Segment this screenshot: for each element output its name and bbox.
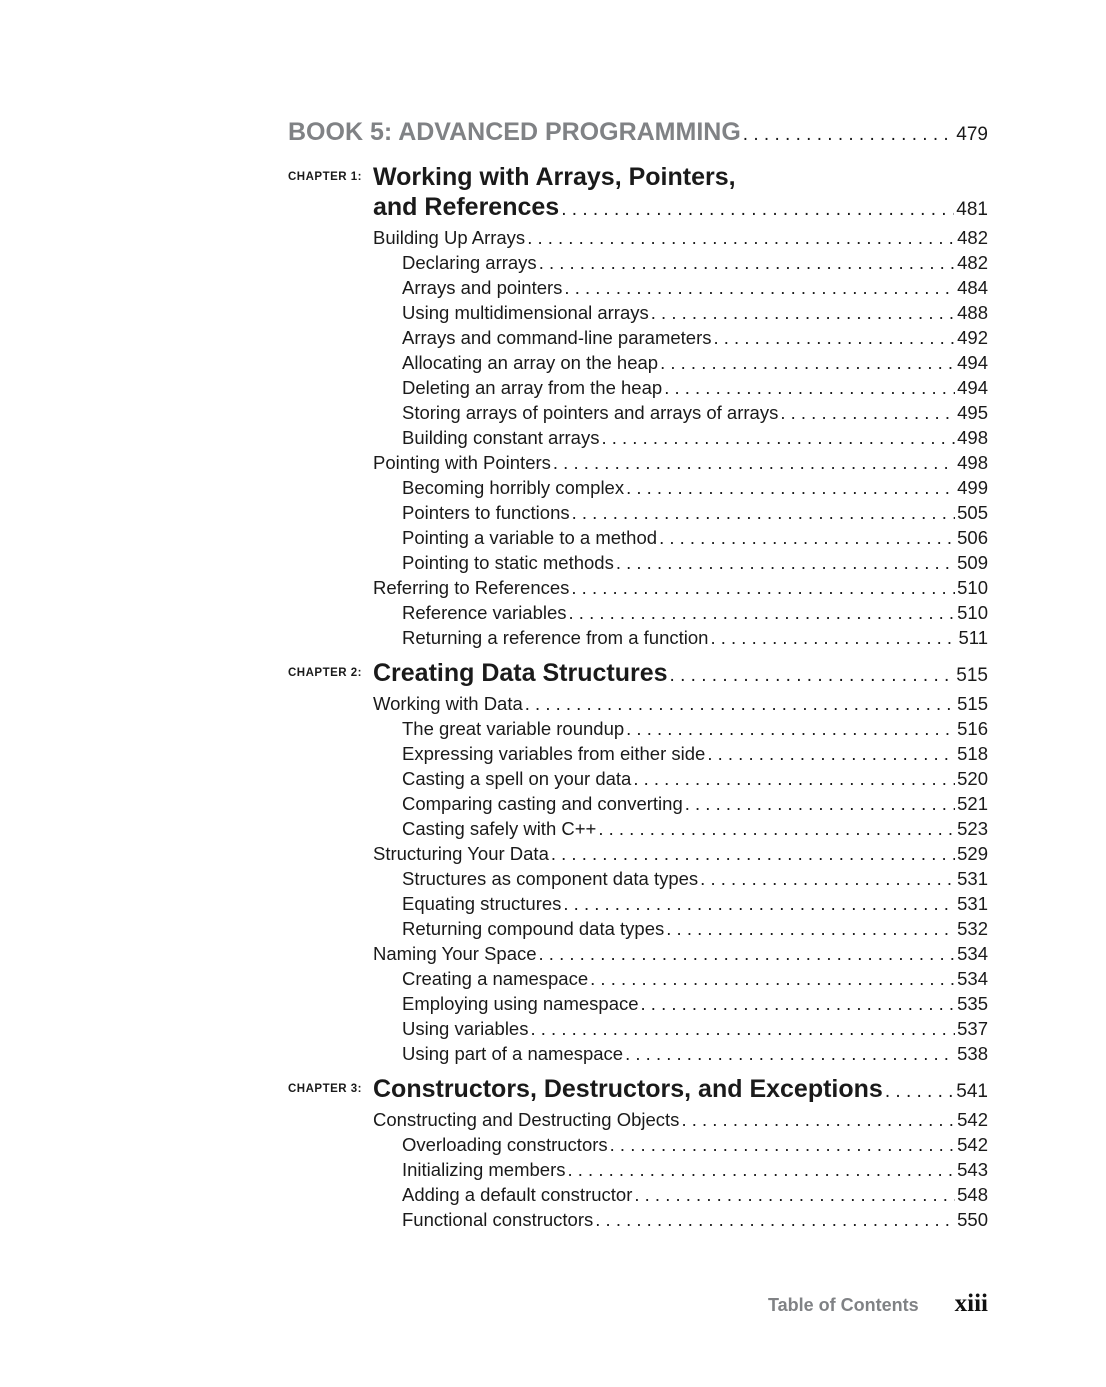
entry-page: 516 bbox=[957, 718, 988, 739]
dot-leader bbox=[564, 275, 955, 300]
entry-title: Structuring Your Data bbox=[373, 843, 549, 864]
entry-title: Building constant arrays bbox=[402, 427, 600, 448]
entry-page: 523 bbox=[957, 818, 988, 839]
toc-subsection-entry[interactable] bbox=[373, 791, 988, 816]
entry-page: 482 bbox=[957, 252, 988, 273]
chapter-title-line2: and References bbox=[373, 193, 560, 221]
dot-leader bbox=[885, 1077, 954, 1107]
running-footer-label: Table of Contents bbox=[767, 1295, 919, 1315]
entry-page: 534 bbox=[957, 968, 988, 989]
toc-subsection-entry[interactable] bbox=[373, 1016, 988, 1041]
entry-page: 482 bbox=[957, 227, 988, 248]
entry-page: 509 bbox=[957, 552, 988, 573]
entry-page: 537 bbox=[957, 1018, 988, 1039]
dot-leader bbox=[626, 475, 955, 500]
entry-title: Employing using namespace bbox=[402, 993, 639, 1014]
toc-subsection-entry[interactable] bbox=[373, 275, 988, 300]
chapter-page: 515 bbox=[956, 665, 988, 686]
dot-leader bbox=[530, 1016, 955, 1041]
entry-title: Using multidimensional arrays bbox=[402, 302, 649, 323]
entry-title: Functional constructors bbox=[402, 1209, 594, 1230]
toc-subsection-entry[interactable] bbox=[373, 766, 988, 791]
entry-page: 498 bbox=[957, 427, 988, 448]
entry-title: Expressing variables from either side bbox=[402, 743, 706, 764]
dot-leader bbox=[539, 250, 955, 275]
toc-subsection-entry[interactable] bbox=[373, 916, 988, 941]
entry-title: Deleting an array from the heap bbox=[402, 377, 663, 398]
toc-subsection-entry[interactable] bbox=[373, 866, 988, 891]
toc-section-entry[interactable] bbox=[373, 575, 988, 600]
entry-title: Casting safely with C++ bbox=[402, 818, 597, 839]
dot-leader bbox=[700, 866, 955, 891]
entry-page: 548 bbox=[957, 1184, 988, 1205]
entry-page: 534 bbox=[957, 943, 988, 964]
entry-page: 529 bbox=[957, 843, 988, 864]
entry-title: Becoming horribly complex bbox=[402, 477, 625, 498]
dot-leader bbox=[527, 225, 955, 250]
entry-page: 506 bbox=[957, 527, 988, 548]
entry-page: 494 bbox=[957, 352, 988, 373]
chapter-entries bbox=[373, 225, 988, 650]
entry-page: 518 bbox=[957, 743, 988, 764]
entry-title: Structures as component data types bbox=[402, 868, 699, 889]
chapter-title-line1: Working with Arrays, Pointers, bbox=[373, 163, 736, 191]
dot-leader bbox=[595, 1207, 955, 1232]
dot-leader bbox=[551, 841, 955, 866]
entry-page: 484 bbox=[957, 277, 988, 298]
entry-page: 520 bbox=[957, 768, 988, 789]
entry-title: Arrays and command-line parameters bbox=[402, 327, 712, 348]
dot-leader bbox=[563, 891, 955, 916]
toc-subsection-entry[interactable] bbox=[373, 350, 988, 375]
dot-leader bbox=[616, 550, 955, 575]
entry-page: 543 bbox=[957, 1159, 988, 1180]
toc-subsection-entry[interactable] bbox=[373, 600, 988, 625]
dot-leader bbox=[743, 124, 955, 146]
entry-page: 505 bbox=[957, 502, 988, 523]
toc-section-entry[interactable] bbox=[373, 225, 988, 250]
dot-leader bbox=[567, 1157, 955, 1182]
toc-subsection-entry[interactable] bbox=[373, 1132, 988, 1157]
entry-title: Working with Data bbox=[373, 693, 523, 714]
entry-page: 521 bbox=[957, 793, 988, 814]
chapter-title-text: Constructors, Destructors, and Exceptions bbox=[373, 1075, 883, 1103]
toc-subsection-entry[interactable] bbox=[373, 625, 988, 650]
dot-leader bbox=[539, 941, 956, 966]
toc-subsection-entry[interactable] bbox=[373, 500, 988, 525]
entry-title: Declaring arrays bbox=[402, 252, 537, 273]
chapter-entries bbox=[373, 1107, 988, 1232]
entry-title: Naming Your Space bbox=[373, 943, 537, 964]
entry-page: 538 bbox=[957, 1043, 988, 1064]
toc-subsection-entry[interactable] bbox=[373, 550, 988, 575]
toc-subsection-entry[interactable] bbox=[373, 400, 988, 425]
entry-page: 495 bbox=[957, 402, 988, 423]
entry-page: 542 bbox=[957, 1134, 988, 1155]
chapter-label: CHAPTER 1: bbox=[288, 171, 363, 183]
toc-subsection-entry[interactable] bbox=[373, 991, 988, 1016]
toc-section-entry[interactable] bbox=[373, 691, 988, 716]
toc-subsection-entry[interactable] bbox=[373, 525, 988, 550]
dot-leader bbox=[664, 375, 955, 400]
dot-leader bbox=[651, 300, 955, 325]
toc-subsection-entry[interactable] bbox=[373, 1207, 988, 1232]
entry-page: 499 bbox=[957, 477, 988, 498]
entry-title: The great variable roundup bbox=[402, 718, 625, 739]
chapter-label: CHAPTER 3: bbox=[288, 1083, 363, 1095]
toc-subsection-entry[interactable] bbox=[373, 300, 988, 325]
chapter-entries bbox=[373, 691, 988, 1066]
dot-leader bbox=[670, 661, 955, 691]
entry-page: 492 bbox=[957, 327, 988, 348]
entry-page: 531 bbox=[957, 868, 988, 889]
entry-page: 535 bbox=[957, 993, 988, 1014]
dot-leader bbox=[525, 691, 955, 716]
entry-title: Arrays and pointers bbox=[402, 277, 563, 298]
entry-title: Creating a namespace bbox=[402, 968, 589, 989]
entry-title: Pointing to static methods bbox=[402, 552, 614, 573]
dot-leader bbox=[553, 450, 955, 475]
dot-leader bbox=[634, 1182, 955, 1207]
entry-page: 498 bbox=[957, 452, 988, 473]
dot-leader bbox=[571, 575, 955, 600]
chapter-page: 541 bbox=[956, 1081, 988, 1102]
entry-page: 494 bbox=[957, 377, 988, 398]
toc-subsection-entry[interactable] bbox=[373, 966, 988, 991]
dot-leader bbox=[590, 966, 955, 991]
book-title: BOOK 5: ADVANCED PROGRAMMING bbox=[288, 118, 741, 146]
dot-leader bbox=[707, 741, 955, 766]
entry-page: 550 bbox=[957, 1209, 988, 1230]
chapter-label: CHAPTER 2: bbox=[288, 667, 363, 679]
dot-leader bbox=[561, 195, 954, 225]
chapter-3 bbox=[288, 1074, 988, 1232]
dot-leader bbox=[780, 400, 955, 425]
chapter-title[interactable] bbox=[373, 162, 988, 225]
entry-title: Using variables bbox=[402, 1018, 529, 1039]
entry-title: Equating structures bbox=[402, 893, 562, 914]
toc-subsection-entry[interactable] bbox=[373, 716, 988, 741]
entry-title: Returning a reference from a function bbox=[402, 627, 709, 648]
entry-title: Overloading constructors bbox=[402, 1134, 608, 1155]
entry-page: 488 bbox=[957, 302, 988, 323]
entry-title: Storing arrays of pointers and arrays of arrays bbox=[402, 402, 779, 423]
entry-title: Allocating an array on the heap bbox=[402, 352, 659, 373]
entry-title: Adding a default constructor bbox=[402, 1184, 633, 1205]
dot-leader bbox=[714, 325, 956, 350]
chapter-page: 481 bbox=[956, 199, 988, 220]
toc-subsection-entry[interactable] bbox=[373, 1157, 988, 1182]
dot-leader bbox=[625, 1041, 955, 1066]
toc-section-entry[interactable] bbox=[373, 1107, 988, 1132]
toc-subsection-entry[interactable] bbox=[373, 1041, 988, 1066]
dot-leader bbox=[598, 816, 955, 841]
entry-title: Reference variables bbox=[402, 602, 567, 623]
dot-leader bbox=[633, 766, 955, 791]
entry-page: 532 bbox=[957, 918, 988, 939]
entry-page: 515 bbox=[957, 693, 988, 714]
entry-title: Pointers to functions bbox=[402, 502, 570, 523]
toc-subsection-entry[interactable] bbox=[373, 1182, 988, 1207]
chapter-2 bbox=[288, 658, 988, 1066]
book-page: 479 bbox=[956, 124, 988, 145]
entry-title: Pointing with Pointers bbox=[373, 452, 551, 473]
dot-leader bbox=[660, 350, 955, 375]
toc-subsection-entry[interactable] bbox=[373, 741, 988, 766]
dot-leader bbox=[572, 500, 956, 525]
entry-title: Using part of a namespace bbox=[402, 1043, 624, 1064]
entry-title: Initializing members bbox=[402, 1159, 566, 1180]
entry-title: Building Up Arrays bbox=[373, 227, 526, 248]
page-number: xiii bbox=[954, 1290, 988, 1317]
dot-leader bbox=[610, 1132, 955, 1157]
page-footer bbox=[600, 1290, 988, 1318]
dot-leader bbox=[685, 791, 955, 816]
entry-title: Constructing and Destructing Objects bbox=[373, 1109, 680, 1130]
toc-subsection-entry[interactable] bbox=[373, 891, 988, 916]
toc-section-entry[interactable] bbox=[373, 450, 988, 475]
book-heading[interactable] bbox=[288, 118, 988, 152]
chapter-title[interactable] bbox=[373, 658, 988, 691]
entry-page: 511 bbox=[958, 627, 988, 648]
dot-leader bbox=[569, 600, 956, 625]
entry-title: Returning compound data types bbox=[402, 918, 665, 939]
dot-leader bbox=[681, 1107, 955, 1132]
chapter-title-text: Creating Data Structures bbox=[373, 659, 668, 687]
chapter-1 bbox=[288, 162, 988, 650]
entry-page: 531 bbox=[957, 893, 988, 914]
entry-page: 510 bbox=[957, 602, 988, 623]
entry-title: Referring to References bbox=[373, 577, 570, 598]
dot-leader bbox=[626, 716, 955, 741]
entry-page: 542 bbox=[957, 1109, 988, 1130]
toc-subsection-entry[interactable] bbox=[373, 375, 988, 400]
dot-leader bbox=[601, 425, 955, 450]
dot-leader bbox=[641, 991, 956, 1016]
toc-page bbox=[288, 118, 988, 1232]
toc-section-entry[interactable] bbox=[373, 941, 988, 966]
entry-title: Comparing casting and converting bbox=[402, 793, 683, 814]
dot-leader bbox=[710, 625, 956, 650]
toc-subsection-entry[interactable] bbox=[373, 250, 988, 275]
toc-subsection-entry[interactable] bbox=[373, 475, 988, 500]
chapter-title[interactable] bbox=[373, 1074, 988, 1107]
entry-page: 510 bbox=[957, 577, 988, 598]
entry-title: Casting a spell on your data bbox=[402, 768, 632, 789]
toc-section-entry[interactable] bbox=[373, 841, 988, 866]
dot-leader bbox=[659, 525, 955, 550]
entry-title: Pointing a variable to a method bbox=[402, 527, 658, 548]
dot-leader bbox=[666, 916, 955, 941]
toc-subsection-entry[interactable] bbox=[373, 425, 988, 450]
toc-subsection-entry[interactable] bbox=[373, 325, 988, 350]
toc-subsection-entry[interactable] bbox=[373, 816, 988, 841]
